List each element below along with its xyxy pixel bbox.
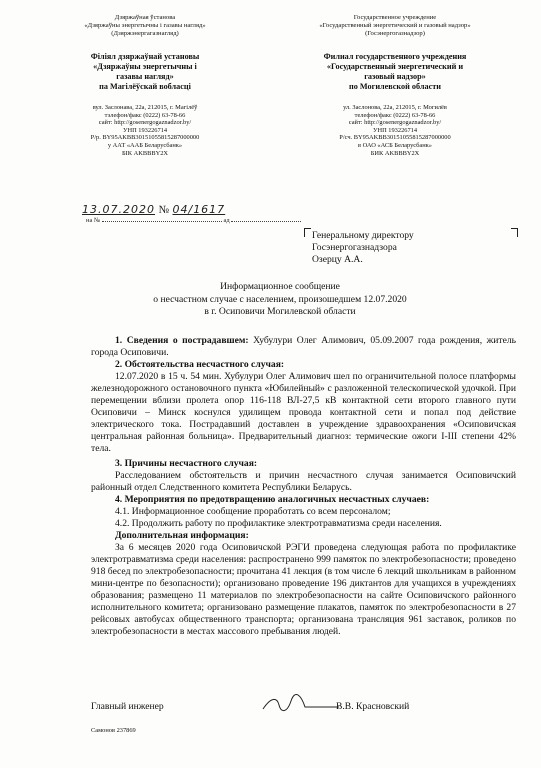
additional-info-title [91, 530, 516, 542]
section-causes-title [91, 458, 516, 470]
bank-name-line: у ААТ «ААБ Беларусбанк» [107, 141, 183, 149]
address-block-ru [270, 104, 520, 157]
reference-number-blank [102, 221, 222, 222]
reference-date-blank [231, 221, 301, 222]
corner-mark [511, 228, 518, 237]
branch-line: Філіял дзяржаўнай установы [90, 52, 200, 61]
tax-id-line: УНП 193226714 [372, 126, 418, 134]
bank-account-line: Р/р. BY95AKBB30151055815287000000 [90, 134, 200, 142]
registration-date: 13.07.2020 [82, 203, 155, 216]
branch-line: «Государственный энергетический и [326, 62, 464, 71]
website-line: сайт: http://gosenergogaznadzor.by/ [98, 119, 192, 127]
branch-name-ru [270, 52, 520, 92]
signer-name: В.В. Красновский [336, 701, 410, 712]
letterhead-right [270, 14, 520, 157]
address-line: вул. Заслонава, 22а, 212015, г. Магілёў [92, 104, 198, 111]
reference-labels [86, 217, 301, 224]
section-title: 3. Причины несчастного случая: [115, 458, 258, 469]
branch-name-by [20, 52, 270, 92]
addressee-line: Озерцу А.А. [312, 254, 363, 265]
section-title: 1. Сведения о пострадавшем: [115, 335, 249, 346]
letterhead-left [20, 14, 270, 157]
heading-line: о несчастном случае с населением, произошедшем 12.07.2020 [153, 293, 407, 305]
branch-line: Филиал государственного учреждения [323, 52, 467, 61]
bank-account-line: Р/сч. BY95AKBB30151055815287000000 [339, 134, 451, 142]
agency-name-ru [270, 14, 520, 38]
branch-line: по Могилевской области [349, 82, 441, 91]
bic-line: БИК AKBBBY2X [370, 149, 420, 157]
bic-line: БІК AKBBBY2X [121, 149, 169, 157]
phone-line: тэлефон/факс (0222) 63-78-66 [104, 111, 186, 119]
address-block-by [20, 104, 270, 157]
document-body [91, 335, 516, 638]
heading-line: в г. Осиповичи Могилевской области [204, 306, 356, 317]
tax-id-line: УНП 193226714 [122, 126, 168, 134]
phone-line: телефон/факс (0222) 63-78-66 [354, 111, 436, 119]
addressee-block [312, 230, 512, 272]
section-victim [91, 335, 516, 359]
measure-item: 4.1. Информационное сообщение проработать со всем персоналом; [115, 506, 391, 517]
section-text: Хубулури Олег Алимович, 05.09.2007 года рождения, житель города Осиповичи. [91, 335, 516, 358]
measure-item: 4.2. Продолжить работу по профилактике электротравматизма среди населения. [115, 518, 442, 529]
heading-line: Информационное сообщение [220, 281, 340, 292]
addressee-line: Госэнергогазнадзора [312, 242, 397, 253]
footer-note: Самонов 237869 [91, 727, 136, 734]
branch-line: газовый надзор» [364, 72, 426, 81]
reference-date-label: ад [223, 217, 230, 224]
branch-line: па Магілёўскай вобласці [99, 82, 191, 91]
agency-line: «Государственный энергетический и газовый надзор» [319, 22, 471, 29]
agency-line: Дзяржаўная ўстанова [114, 14, 176, 21]
address-line: ул. Заслонова, 22а, 212015, г. Могилёв [343, 104, 447, 111]
agency-line: (Госэнергогазнадзор) [365, 30, 425, 37]
additional-info-text: За 6 месяцев 2020 года Осиповичской РЭГИ проведена следующая работа по профилактике электротравматизма среди населения: распространено 999 памяток по электробезопасности; проведено 918 бесед по электробезопасности; прочитана 41 лекция (в том числе 6 лекций школьникам в районном мини-центре по безопасности); организовано проведение 196 диктантов для учащихся в учреждениях образования; размещено 11 материалов по электробезопасности на сайте Осиповичского районного исполнительного комитета; организовано размещение плакатов, памяток по электробезопасности в 27 рейсовых автобусах общественного транспорта; организована трансляция 961 заставок, роликов по электробезопасности в местах массового пребывания людей. [91, 542, 516, 637]
section-measures-title [91, 494, 516, 506]
signer-role: Главный инженер [91, 701, 164, 712]
section-title: 4. Мероприятия по предотвращению аналогичных несчастных случаев: [115, 494, 430, 505]
branch-line: «Дзяржаўны энергетычны і [93, 62, 197, 71]
handwritten-signature [261, 693, 341, 715]
corner-mark [304, 228, 311, 237]
bank-name-line: в ОАО «АСБ Беларусбанк» [357, 141, 432, 149]
section-circumstances-text: 12.07.2020 в 15 ч. 54 мин. Хубулури Олег Алимович шел по ограничительной полосе платформы железнодорожного остановочного пункта «Юбилейный» с разложенной телескопической удочкой. При перемещении вблизи пролета опор 116-118 ВЛ-27,5 кВ контактной сети второго главного пути Осиповичи – Минск коснулся удилищем провода контактной сети и попал под действие электрического тока. Пострадавший доставлен в учреждение здравоохранения «Осиповичская центральная районная больница». Предварительный диагноз: термические ожоги I-III степени 42% тела. [91, 371, 516, 454]
addressee-line: Генеральному директору [312, 230, 414, 241]
section-causes-text: Расследованием обстоятельств и причин несчастного случая занимается Осиповичский районный отдел Следственного комитета Республики Беларусь. [91, 470, 516, 493]
agency-name-by [20, 14, 270, 38]
section-circumstances-title [91, 359, 516, 371]
branch-line: газавы нагляд» [116, 72, 174, 81]
section-title: 2. Обстоятельства несчастного случая: [115, 359, 285, 370]
number-label: № [158, 204, 169, 216]
document-heading [120, 281, 440, 319]
agency-line: (Дзяржэнергагазнагляд) [111, 30, 179, 37]
reference-number-label: на № [86, 217, 101, 224]
registration-line [82, 203, 230, 224]
registration-number: 04/1617 [172, 203, 226, 216]
section-title: Дополнительная информация: [115, 530, 249, 541]
agency-line: Государственное учреждение [353, 14, 437, 21]
website-line: сайт: http://gosenergogaznadzor.by/ [348, 119, 442, 127]
agency-line: «Дзяржаўны энергетычны і газавы нагляд» [84, 22, 206, 29]
